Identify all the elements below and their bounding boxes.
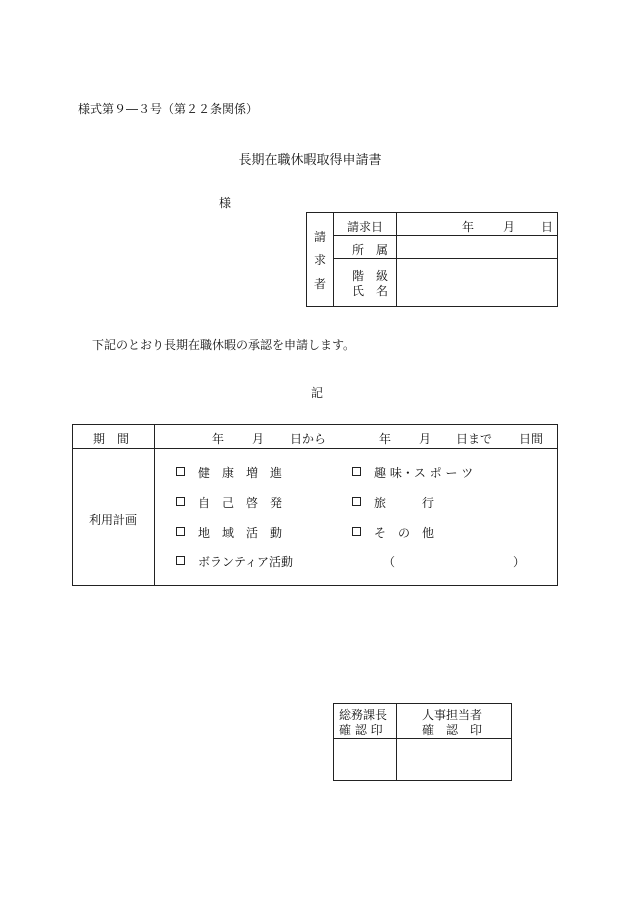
period-end-year: 年	[379, 432, 392, 446]
request-date-label: 請求日	[347, 220, 384, 234]
rank-label: 階 級	[352, 269, 389, 283]
option-hobby-sports: 趣 味・ス ポ ー ツ	[374, 466, 474, 480]
period-days: 日間	[519, 432, 544, 446]
option-travel: 旅 行	[374, 496, 435, 510]
hr-seal-label: 確 認 印	[422, 723, 483, 737]
period-end-month: 月	[419, 432, 432, 446]
request-date-year: 年	[462, 220, 475, 234]
hr-seal-area[interactable]	[397, 740, 511, 780]
option-other: そ の 他	[374, 526, 435, 540]
checkbox-self-development[interactable]	[176, 497, 185, 506]
period-start-month: 月	[252, 432, 265, 446]
hr-title: 人事担当者	[422, 708, 483, 722]
plan-table-row-line	[72, 448, 558, 449]
applicant-side-2: 求	[314, 253, 327, 267]
applicant-box	[306, 212, 558, 307]
applicant-side-1: 請	[314, 230, 327, 244]
checkbox-travel[interactable]	[352, 497, 361, 506]
request-date-month: 月	[503, 220, 516, 234]
addressee-suffix: 様	[219, 196, 232, 210]
option-volunteer: ボランティア活動	[198, 555, 294, 569]
applicant-row-line-2	[333, 258, 558, 259]
general-affairs-seal-label: 確 認 印	[339, 723, 383, 737]
checkbox-hobby-sports[interactable]	[352, 467, 361, 476]
period-start-year: 年	[212, 432, 225, 446]
other-paren-open: （	[383, 555, 396, 569]
checkbox-health[interactable]	[176, 467, 185, 476]
usage-plan-label: 利用計画	[89, 513, 138, 527]
general-affairs-seal-area[interactable]	[334, 740, 395, 780]
page-title-text: 長期在職休暇取得申請書	[238, 153, 382, 168]
request-date-day: 日	[541, 220, 554, 234]
option-health: 健 康 増 進	[198, 466, 283, 480]
affiliation-label: 所 属	[352, 243, 389, 257]
general-affairs-title: 総務課長	[339, 708, 388, 722]
period-label: 期 間	[93, 432, 130, 446]
period-start-day: 日から	[290, 432, 327, 446]
applicant-row-line-1	[333, 235, 558, 236]
applicant-divider-left	[333, 212, 334, 307]
checkbox-community[interactable]	[176, 527, 185, 536]
period-end-day: 日まで	[456, 432, 493, 446]
checkbox-volunteer[interactable]	[176, 556, 185, 565]
applicant-divider-right	[396, 212, 397, 307]
form-number: 様式第９―３号（第２２条関係）	[78, 102, 259, 116]
approval-row-line	[333, 738, 512, 739]
checkbox-other[interactable]	[352, 527, 361, 536]
statement-text: 下記のとおり長期在職休暇の承認を申請します。	[92, 338, 356, 352]
ki-label: 記	[311, 386, 324, 400]
page-title	[0, 149, 630, 168]
name-label: 氏 名	[352, 284, 389, 298]
other-paren-close: ）	[513, 555, 526, 569]
option-community: 地 域 活 動	[198, 526, 283, 540]
option-self-development: 自 己 啓 発	[198, 496, 283, 510]
applicant-side-3: 者	[314, 277, 327, 291]
